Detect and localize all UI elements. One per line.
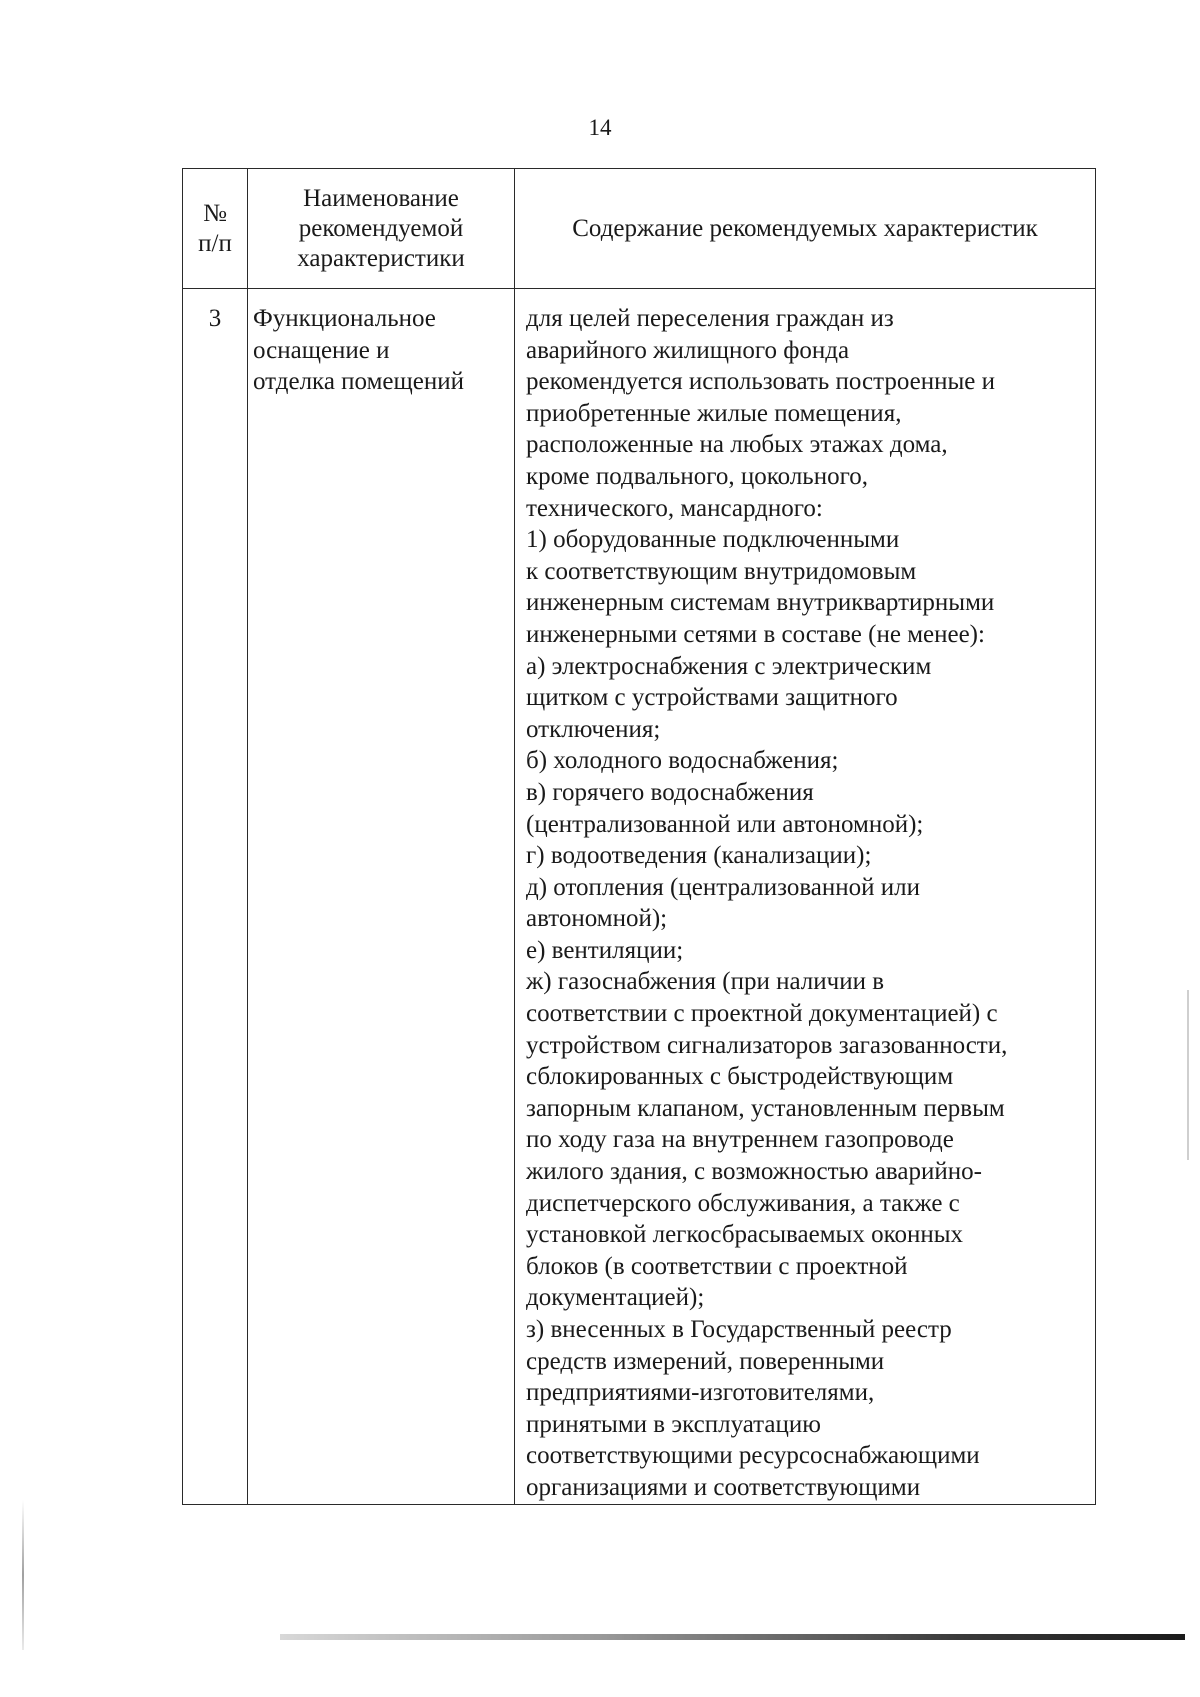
header-name — [248, 169, 515, 289]
content-line: (централизованной или автономной); — [526, 810, 924, 838]
content-line: жилого здания, с возможностью аварийно- — [526, 1158, 982, 1186]
content-line: в) горячего водоснабжения — [526, 778, 814, 806]
content-line: инженерным системам внутриквартирными — [526, 589, 995, 617]
content-line: устройством сигнализаторов загазованности, — [526, 1031, 1008, 1059]
content-line: предприятиями-изготовителями, — [526, 1379, 875, 1407]
header-name-line: Наименование — [303, 184, 459, 212]
content-line: г) водоотведения (канализации); — [526, 842, 872, 870]
row-name-line: Функциональное — [253, 305, 436, 332]
table-row — [183, 289, 1096, 1505]
content-line: е) вентиляции; — [526, 936, 684, 964]
scan-artifact-left-edge — [22, 1500, 24, 1650]
content-line: диспетчерского обслуживания, а также с — [526, 1189, 960, 1217]
content-line: запорным клапаном, установленным первым — [526, 1094, 1005, 1122]
content-line: сблокированных с быстродействующим — [526, 1063, 954, 1091]
content-line: щитком с устройствами защитного — [526, 684, 898, 712]
content-line: соответствии с проектной документацией) с — [526, 1000, 998, 1028]
header-content: Содержание рекомендуемых характеристик — [515, 169, 1096, 289]
content-line: документацией); — [526, 1284, 705, 1312]
content-line: ж) газоснабжения (при наличии в — [526, 968, 885, 996]
content-line: 1) оборудованные подключенными — [526, 526, 900, 554]
header-name-line: рекомендуемой — [298, 214, 464, 242]
page-number: 14 — [588, 115, 612, 140]
scan-artifact-bottom-line — [280, 1634, 1185, 1640]
content-line: для целей переселения граждан из — [526, 305, 894, 332]
row-name — [248, 289, 515, 1505]
table-header-row — [183, 169, 1096, 289]
content-line: организациями и соответствующими — [526, 1473, 921, 1501]
content-line: приобретенные жилые помещения, — [526, 399, 902, 427]
content-line: технического, мансардного: — [526, 494, 823, 522]
content-line: д) отопления (централизованной или — [526, 873, 921, 901]
content-line: установкой легкосбрасываемых оконных — [526, 1221, 964, 1249]
scan-artifact-right-edge — [1187, 990, 1189, 1160]
content-line: соответствующими ресурсоснабжающими — [526, 1442, 980, 1470]
header-number-line: № — [203, 199, 227, 227]
content-line: кроме подвального, цокольного, — [526, 462, 868, 490]
content-line: по ходу газа на внутреннем газопроводе — [526, 1126, 954, 1154]
row-name-line: отделка помещений — [253, 368, 464, 396]
content-line: к соответствующим внутридомовым — [526, 557, 917, 585]
content-line: отключения; — [526, 715, 661, 743]
content-line: инженерными сетями в составе (не менее): — [526, 620, 985, 648]
row-content — [515, 289, 1096, 1505]
content-line: автономной); — [526, 905, 668, 933]
content-line: а) электроснабжения с электрическим — [526, 652, 932, 680]
content-line: з) внесенных в Государственный реестр — [526, 1316, 952, 1343]
row-name-line: оснащение и — [253, 336, 390, 364]
header-number — [183, 169, 248, 289]
content-line: расположенные на любых этажах дома, — [526, 431, 948, 459]
row-number: 3 — [183, 289, 248, 1505]
characteristics-table — [182, 168, 1096, 1505]
content-line: блоков (в соответствии с проектной — [526, 1252, 908, 1280]
header-number-line: п/п — [198, 229, 232, 257]
content-line: принятыми в эксплуатацию — [526, 1410, 821, 1438]
content-line: средств измерений, поверенными — [526, 1347, 885, 1375]
content-line: б) холодного водоснабжения; — [526, 747, 839, 775]
content-line: рекомендуется использовать построенные и — [526, 368, 995, 396]
header-name-line: характеристики — [297, 244, 465, 272]
content-line: аварийного жилищного фонда — [526, 336, 850, 364]
